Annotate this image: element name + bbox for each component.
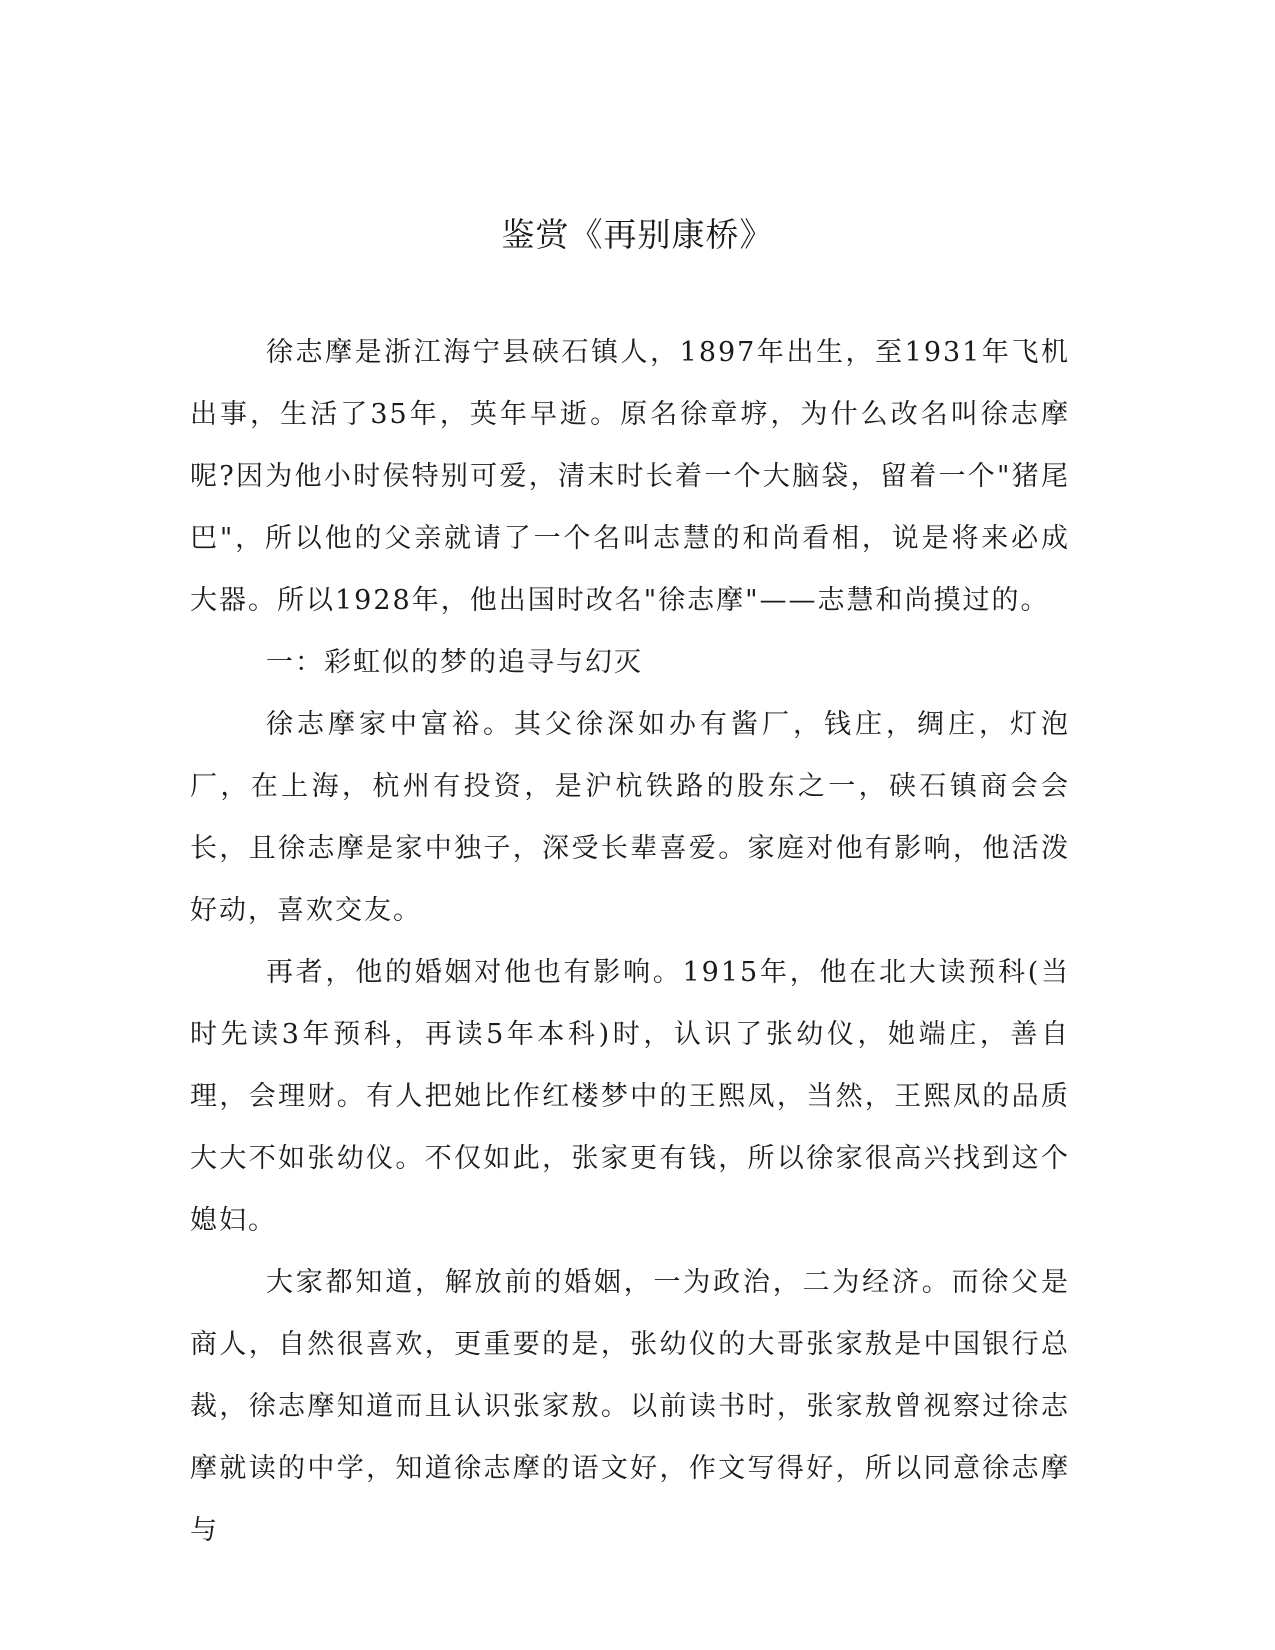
document-body [190, 322, 1070, 1562]
section-heading: 一：彩虹似的梦的追寻与幻灭 [266, 647, 643, 678]
paragraph-intro: 徐志摩是浙江海宁县硖石镇人，1897年出生，至1931年飞机出事，生活了35年，英年早逝。原名徐章垿，为什么改名叫徐志摩呢?因为他小时侯特别可爱，清末时长着一个大脑袋，留着一个"猪尾巴"，所以他的父亲就请了一个名叫志慧的和尚看相，说是将来必成大器。所以1928年，他出国时改名"徐志摩"——志慧和尚摸过的。 [190, 337, 1070, 616]
paragraph-family: 徐志摩家中富裕。其父徐深如办有酱厂，钱庄，绸庄，灯泡厂，在上海，杭州有投资，是沪杭铁路的股东之一，硖石镇商会会长，且徐志摩是家中独子，深受长辈喜爱。家庭对他有影响，他活泼好动，喜欢交友。 [190, 709, 1070, 926]
paragraph-marriage: 再者，他的婚姻对他也有影响。1915年，他在北大读预科(当时先读3年预科，再读5年本科)时，认识了张幼仪，她端庄，善自理，会理财。有人把她比作红楼梦中的王熙凤，当然，王熙凤的品质大大不如张幼仪。不仅如此，张家更有钱，所以徐家很高兴找到这个媳妇。 [190, 957, 1070, 1236]
paragraph-background: 大家都知道，解放前的婚姻，一为政治，二为经济。而徐父是商人，自然很喜欢，更重要的是，张幼仪的大哥张家敖是中国银行总裁，徐志摩知道而且认识张家敖。以前读书时，张家敖曾视察过徐志摩就读的中学，知道徐志摩的语文好，作文写得好，所以同意徐志摩与 [190, 1267, 1070, 1546]
document-title: 鉴赏《再别康桥》 [501, 215, 774, 254]
